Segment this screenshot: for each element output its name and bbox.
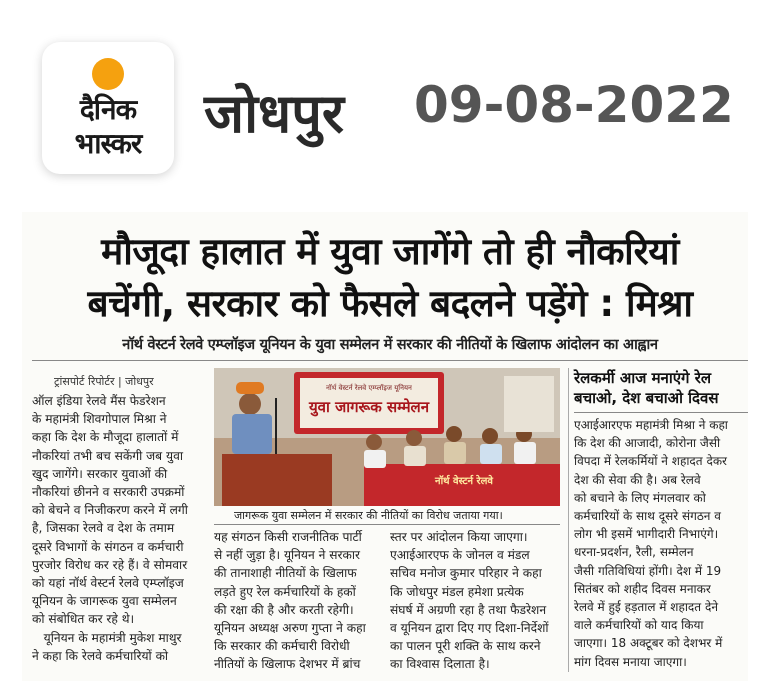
text-line: ने कहा कि रेलवे कर्मचारियों को [32, 648, 169, 663]
text-line: को बचाने के लिए मंगलवार को [574, 490, 706, 505]
text-line: यूनियन के महामंत्री मुकेश माथुर [32, 630, 182, 645]
text-line: कि सरकार की कर्मचारी विरोधी [214, 639, 350, 654]
text-line: का विश्वास दिलाता है। [390, 657, 490, 672]
text-line: जाएगा। 18 अक्टूबर को देशभर में [574, 636, 723, 651]
text-line: विपदा में रेलकर्मियों ने शहादत देकर [574, 454, 727, 469]
headline-line-2: बचेंगी, सरकार को फैसले बदलने पड़ेंगे : मिश्रा [87, 282, 693, 325]
text-line: दूसरे विभागों के संगठन व कर्मचारी [32, 539, 184, 554]
text-line: नौकरियां तभी बच सकेंगी जब युवा [32, 448, 184, 463]
headline-line-1: मौजूदा हालात में युवा जागेंगे तो ही नौकरियां [101, 230, 679, 273]
text-line: की रक्षा की है और करती रहेगी। [214, 602, 354, 617]
text-line: से नहीं जुड़ा है। यूनियन ने सरकार [214, 548, 360, 563]
subheadline: नॉर्थ वेस्टर्न रेलवे एम्प्लॉइज यूनियन के युवा सम्मेलन में सरकार की नीतियों के खिलाफ आंदोलन का आह्वान [122, 337, 658, 353]
text-line: का पालन पूरी शक्ति के साथ करने [390, 639, 541, 654]
text-line: धरना-प्रदर्शन, रैली, सम्मेलन [574, 545, 694, 560]
photo-banner-top: नॉर्थ वेस्टर्न रेलवे एम्प्लॉइज यूनियन [326, 384, 412, 392]
text-line: लोग भी इसमें भागीदारी निभाएंगे। [574, 527, 719, 542]
text-line: स्तर पर आंदोलन किया जाएगा। [390, 530, 528, 544]
text-line: सचिव मनोज कुमार परिहार ने कहा [390, 566, 542, 581]
dainik-bhaskar-logo [42, 42, 174, 174]
sun-icon [92, 58, 124, 90]
text-line: रेलवे में हुई हड़ताल में शहादत देने [574, 600, 718, 615]
newspaper-clipping [22, 212, 748, 681]
text-line: संघर्ष में अग्रणी रहा है तथा फैडरेशन [390, 602, 547, 617]
article-column-2 [214, 528, 382, 674]
conference-photo-illustration [214, 368, 560, 506]
logo-text-dainik: दैनिक [79, 93, 137, 126]
text-line: लड़ते हुए रेल कर्मचारियों के हकों [214, 584, 356, 599]
text-line: देश की सेवा की है। अब रेलवे [574, 472, 701, 487]
text-line: यूनियन के जागरूक युवा सम्मेलन [32, 594, 177, 609]
text-line: सितंबर को शहीद दिवस मनाकर [574, 581, 711, 596]
column-divider [568, 368, 569, 672]
photo-banner-main: युवा जागरूक सम्मेलन [308, 398, 430, 416]
text-line: जैसी गतिविधियां होंगी। देश में 19 [574, 563, 722, 578]
text-line: को यहां नॉर्थ वेस्टर्न रेलवे एम्प्लॉइज [32, 576, 184, 591]
article-column-4 [574, 416, 752, 671]
text-line: नौकरियां छीनने व सरकारी उपक्रमों [32, 485, 185, 500]
text-line: कि देश की आजादी, कोरोना जैसी [574, 436, 721, 451]
text-line: को बेचने व निजीकरण करने में लगी [32, 503, 188, 518]
text-line: पुरजोर विरोध कर रहे हैं। वे सोमवार [32, 557, 188, 572]
text-line: नीतियों के खिलाफ देशभर में ब्रांच [214, 657, 361, 672]
text-line: है, जिसका रेलवे व देश के तमाम [32, 521, 175, 536]
text-line: खुद जागेंगे। सरकार युवाओं की [32, 466, 168, 481]
text-line: मांग दिवस मनाया जाएगा। [574, 654, 687, 669]
text-line: कि जोधपुर मंडल हमेशा प्रत्येक [390, 584, 524, 599]
divider [32, 360, 748, 361]
side-heading-divider [574, 412, 748, 413]
text-line: कर्मचारियों के साथ दूसरे संगठन व [574, 509, 721, 524]
logo-text-bhaskar: भास्कर [74, 127, 142, 160]
text-line: एआईआरएफ महामंत्री मिश्रा ने कहा [574, 418, 728, 432]
text-line: यूनियन अध्यक्ष अरुण गुप्ता ने कहा [214, 621, 366, 636]
text-line: को संबोधित कर रहे थे। [32, 612, 135, 627]
text-line: ऑल इंडिया रेलवे मैंस फेडरेशन [32, 394, 166, 408]
article-column-1 [32, 392, 206, 665]
text-line: के महामंत्री शिवगोपाल मिश्रा ने [32, 412, 167, 427]
text-line: व यूनियन द्वारा दिए गए दिशा-निर्देशों [390, 621, 549, 636]
article-column-3 [390, 528, 562, 674]
text-line: वाले कर्मचारियों को याद किया [574, 618, 704, 633]
caption-divider [214, 524, 560, 525]
text-line: कहा कि देश के मौजूदा हालातों में [32, 430, 179, 445]
photo-banner-bottom: नॉर्थ वेस्टर्न रेलवे [435, 476, 493, 487]
side-story-heading: रेलकर्मी आज मनाएंगे रेल बचाओ, देश बचाओ दिवस [574, 369, 719, 407]
byline: ट्रांसपोर्ट रिपोर्टर | जोधपुर [54, 375, 154, 388]
edition-date: 09-08-2022 [414, 76, 734, 134]
conference-photo [214, 368, 560, 506]
text-line: की तानाशाही नीतियों के खिलाफ [214, 566, 357, 581]
city-name: जोधपुर [204, 82, 345, 145]
photo-caption: जागरूक युवा सम्मेलन में सरकार की नीतियों का विरोध जताया गया। [234, 509, 503, 522]
page-header [0, 0, 758, 210]
text-line: यह संगठन किसी राजनीतिक पार्टी [214, 530, 362, 544]
text-line: एआईआरएफ के जोनल व मंडल [390, 548, 530, 563]
